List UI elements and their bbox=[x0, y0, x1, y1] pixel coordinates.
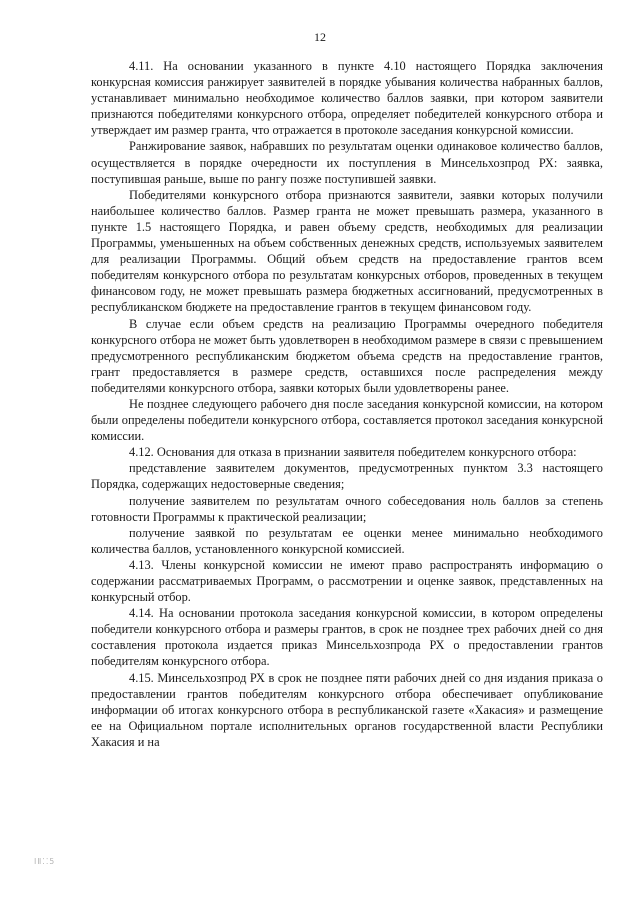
paragraph-4-11: 4.11. На основании указанного в пункте 4.10 настоящего Порядка заключения конкурсная комиссия ранжирует заявителей в порядке убывания количества набранных баллов, устанавливает минимально необходимое количество баллов заявки, при котором заявители признаются победителями конкурсного отбора, определяет победителей конкурсного отбора и утверждает им размер гранта, что отражается в протоколе заседания конкурсной комиссии. bbox=[91, 59, 603, 138]
list-item-min-score: получение заявкой по результатам ее оценки менее минимально необходимого количества баллов, установленного конкурсной комиссией. bbox=[91, 525, 603, 556]
paragraph-4-15: 4.15. Минсельхозпрод РХ в срок не позднее пяти рабочих дней со дня издания приказа о предоставлении грантов победителям конкурсного отбора обеспечивает опубликование информации об итогах конкурсного отбора в республиканской газете «Хакасия» и размещение ее на Официальном портале исполнительных органов государственной власти Республики Хакасия и на bbox=[91, 670, 603, 749]
scan-footer-mark: ⅠⅡ⁚⁚5 bbox=[34, 857, 56, 866]
paragraph-4-12: 4.12. Основания для отказа в признании заявителя победителем конкурсного отбора: bbox=[129, 445, 577, 460]
list-item-zero-score: получение заявителем по результатам очного собеседования ноль баллов за степень готовности Программы к практической реализации; bbox=[91, 493, 603, 524]
paragraph-ranking: Ранжирование заявок, набравших по результатам оценки одинаковое количество баллов, осуществляется в порядке очередности их поступления в Минсельхозпрод РХ: заявка, поступившая раньше, выше по рангу позже поступившей заявки. bbox=[91, 139, 603, 186]
document-body bbox=[91, 58, 603, 750]
paragraph-4-13: 4.13. Члены конкурсной комиссии не имеют право распространять информацию о содержании рассматриваемых Программ, о рассмотрении и оценке заявок, представленных на конкурсный отбор. bbox=[91, 557, 603, 605]
paragraph-protocol: Не позднее следующего рабочего дня после заседания конкурсной комиссии, на котором были определены победители конкурсного отбора, составляется протокол заседания конкурсной комиссии. bbox=[91, 396, 603, 444]
page-number: 12 bbox=[314, 30, 326, 44]
paragraph-insufficient-funds: В случае если объем средств на реализацию Программы очередного победителя конкурсного отбора не может быть удовлетворен в необходимом размере в связи с превышением предусмотренного республиканским бюджетом объема средств на предоставление грантов, грант предоставляется в размере средств, оставшихся после распределения между победителями конкурсного отбора, заявки которых были удовлетворены ранее. bbox=[91, 316, 603, 395]
list-item-false-documents: представление заявителем документов, предусмотренных пунктом 3.3 настоящего Порядка, содержащих недостоверные сведения; bbox=[91, 461, 603, 492]
paragraph-winners: Победителями конкурсного отбора признаются заявители, заявки которых получили наибольшее количество баллов. Размер гранта не может превышать размера, указанного в пункте 1.5 настоящего Порядка, и равен объему средств, необходимых для реализации Программы, уменьшенных на объем собственных денежных средств, используемых заявителем для реализации Программы. Общий объем средств на предоставление грантов всем победителям конкурсного отбора по результатам конкурсных отборов, проведенных в текущем финансовом году, не может превышать размера бюджетных ассигнований, предусмотренных в республиканском бюджете на предоставление грантов в текущем финансовом году. bbox=[91, 187, 603, 315]
paragraph-4-14: 4.14. На основании протокола заседания конкурсной комиссии, в котором определены победители конкурсного отбора и размеры грантов, в срок не позднее трех рабочих дней со дня составления протокола издается приказ Минсельхозпрода РХ о предоставлении грантов победителям конкурсного отбора. bbox=[91, 606, 603, 669]
